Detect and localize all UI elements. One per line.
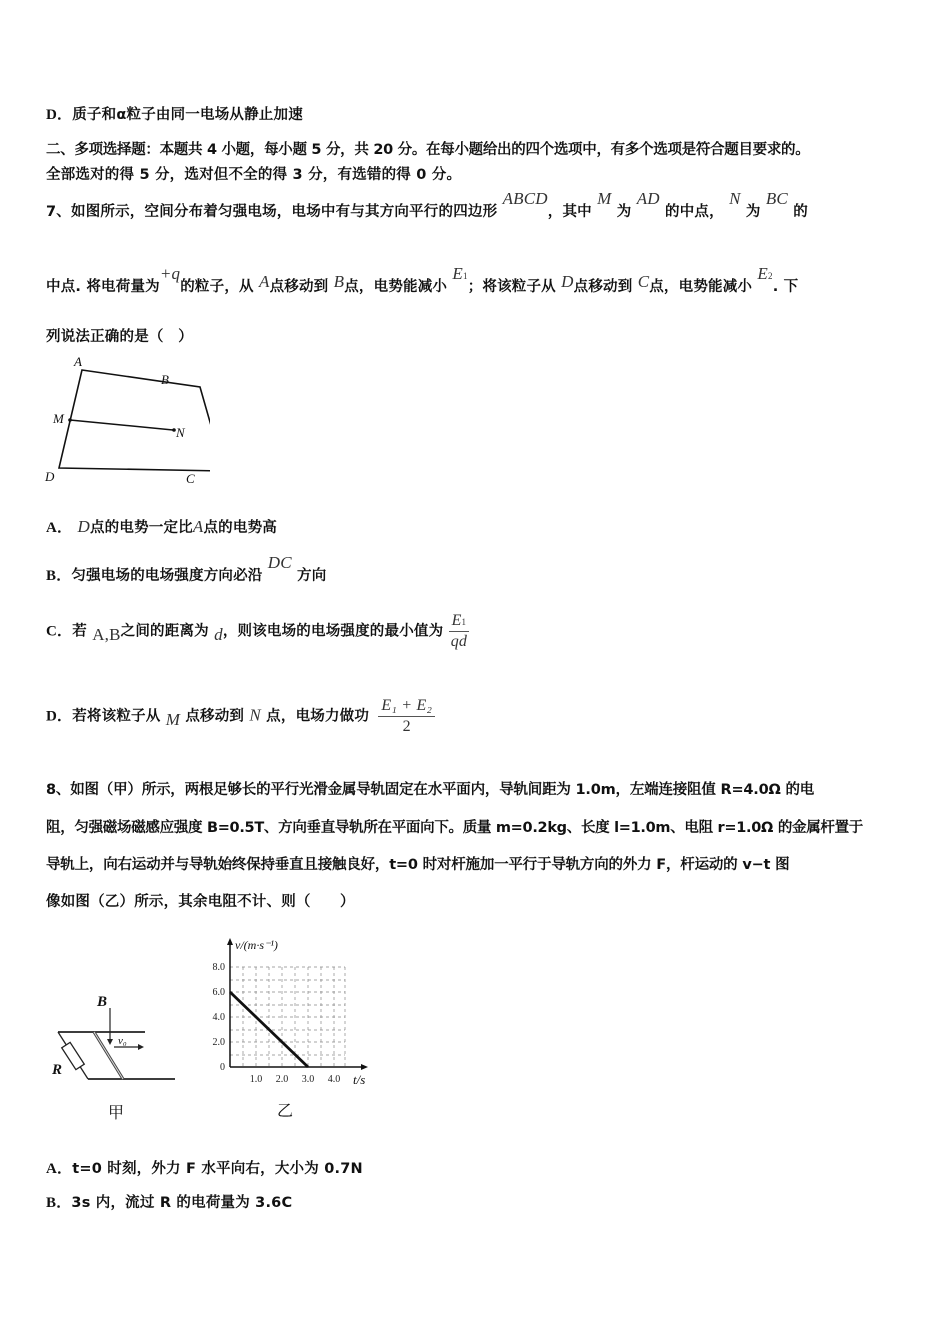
math-A: A bbox=[258, 272, 270, 291]
option-label: B． bbox=[46, 568, 72, 584]
prev-option-d bbox=[46, 103, 303, 124]
figure-yi-vt-graph bbox=[195, 925, 385, 1120]
option-label: A． bbox=[46, 1161, 73, 1177]
text: 之间的距离为 bbox=[120, 623, 209, 640]
option-text: t=0 时刻，外力 F 水平向右，大小为 0.7N bbox=[72, 1161, 363, 1177]
y-axis-label: v/(m·s⁻¹) bbox=[235, 938, 278, 952]
q7-option-d bbox=[46, 697, 435, 736]
text: 方向 bbox=[297, 568, 327, 584]
text: 中点. 将电荷量为 bbox=[46, 279, 160, 295]
math-BC: BC bbox=[765, 189, 788, 208]
math-E: E bbox=[451, 612, 462, 629]
math-AD: AD bbox=[636, 189, 660, 208]
vt-chart bbox=[195, 925, 385, 1095]
y-tick-4: 4.0 bbox=[212, 1012, 225, 1023]
label-C: C bbox=[186, 471, 195, 486]
caption-jia: 甲 bbox=[108, 1103, 125, 1122]
q8-line1 bbox=[46, 778, 814, 799]
text: 的粒子，从 bbox=[180, 279, 254, 295]
math-E1 bbox=[452, 264, 467, 283]
y-tick-2: 2.0 bbox=[212, 1037, 225, 1048]
option-label: D． bbox=[46, 107, 73, 123]
x-axis-label: t/s bbox=[353, 1072, 366, 1087]
text: 点的电势一定比 bbox=[89, 520, 193, 536]
x-tick-4: 4.0 bbox=[327, 1074, 341, 1085]
q8-option-a bbox=[46, 1157, 363, 1178]
section-header-line2: 全部选对的得 5 分，选对但不全的得 3 分，有选错的得 0 分。 bbox=[46, 167, 462, 183]
option-label: D． bbox=[46, 708, 73, 725]
text: 点，电势能减小 bbox=[649, 279, 753, 295]
q7-option-a bbox=[46, 516, 277, 537]
math-N: N bbox=[249, 705, 261, 725]
fraction-E1-plus-E2-over-2 bbox=[378, 697, 435, 736]
math-C: C bbox=[637, 272, 650, 291]
math-M: M bbox=[597, 189, 612, 208]
text: 匀强电场的电场强度方向必沿 bbox=[71, 568, 263, 584]
numerator bbox=[449, 612, 470, 632]
math-D: D bbox=[77, 517, 90, 536]
text: 如图（甲）所示，两根足够长的平行光滑金属导轨固定在水平面内，导轨间距为 1.0m，左端连接阻值 R=4.0Ω 的电 bbox=[70, 782, 815, 798]
text: 的 bbox=[793, 204, 808, 220]
caption-yi: 乙 bbox=[277, 1101, 294, 1120]
rail-circuit-diagram bbox=[40, 990, 190, 1085]
section-header-line1: 二、多项选择题：本题共 4 小题，每小题 5 分，共 20 分。在每小题给出的四个选项中，有多个选项是符合题目要求的。 bbox=[46, 142, 810, 158]
text: 如图所示，空间分布着匀强电场，电场中有与其方向平行的四边形 bbox=[71, 204, 498, 220]
option-text: 质子和α粒子由同一电场从静止加速 bbox=[72, 107, 303, 123]
x-tick-3: 3.0 bbox=[301, 1074, 315, 1085]
text: 的中点， bbox=[665, 204, 724, 220]
math-AB: A,B bbox=[92, 624, 121, 644]
q7-option-b bbox=[46, 553, 327, 585]
label-v0: v₀ bbox=[118, 1035, 127, 1047]
text: ，则该电场的电场强度的最小值为 bbox=[222, 623, 444, 640]
question-number: 8、 bbox=[46, 782, 71, 798]
text: . 下 bbox=[772, 279, 799, 295]
denominator: qd bbox=[450, 633, 468, 650]
quadrilateral-diagram bbox=[40, 350, 210, 495]
math-d: d bbox=[214, 624, 223, 644]
math-ABCD: ABCD bbox=[502, 189, 548, 208]
option-label: B． bbox=[46, 1195, 72, 1211]
label-A: A bbox=[74, 354, 82, 369]
label-M: M bbox=[53, 411, 64, 426]
text: 点移动到 bbox=[185, 708, 245, 725]
text: 点，电场力做功 bbox=[266, 708, 370, 725]
text: ；将该粒子从 bbox=[467, 279, 556, 295]
option-label: C． bbox=[46, 623, 73, 640]
q7-line1 bbox=[46, 189, 808, 221]
math-E2 bbox=[757, 264, 772, 283]
text: 若 bbox=[72, 623, 87, 640]
q8-option-b bbox=[46, 1191, 292, 1212]
figure-jia-circuit bbox=[40, 990, 190, 1120]
subscript: 2 bbox=[767, 271, 773, 281]
subscript: 1 bbox=[461, 617, 467, 627]
math-E: E bbox=[757, 264, 768, 283]
quadrilateral-figure bbox=[40, 350, 210, 495]
text: 点的电势高 bbox=[203, 520, 277, 536]
y-tick-6: 6.0 bbox=[212, 987, 225, 998]
question-number: 7、 bbox=[46, 204, 71, 220]
text: 点，电势能减小 bbox=[344, 279, 448, 295]
label-N: N bbox=[176, 425, 185, 440]
y-tick-8: 8.0 bbox=[212, 962, 225, 973]
label-R: R bbox=[52, 1062, 63, 1078]
q7-line2 bbox=[46, 264, 799, 296]
numerator: E₁ + E₂ bbox=[378, 697, 435, 717]
math-M: M bbox=[165, 709, 181, 729]
option-text: 3s 内，流过 R 的电荷量为 3.6C bbox=[71, 1195, 293, 1211]
x-tick-2: 2.0 bbox=[275, 1074, 289, 1085]
math-N: N bbox=[729, 189, 741, 208]
q7-line3: 列说法正确的是（ ） bbox=[46, 329, 193, 345]
denominator: 2 bbox=[402, 718, 411, 735]
text: 点移动到 bbox=[573, 279, 633, 295]
text: 为 bbox=[745, 204, 761, 220]
subscript: 1 bbox=[462, 271, 468, 281]
y-tick-0: 0 bbox=[220, 1062, 225, 1073]
q8-line4: 像如图（乙）所示，其余电阻不计、则（ ） bbox=[46, 894, 355, 910]
label-B: B bbox=[97, 994, 108, 1010]
fraction-E1-over-qd bbox=[449, 612, 470, 651]
label-B: B bbox=[161, 372, 169, 387]
math-B: B bbox=[333, 272, 345, 291]
math-D: D bbox=[561, 272, 574, 291]
text: 点移动到 bbox=[269, 279, 329, 295]
q8-line3: 导轨上，向右运动并与导轨始终保持垂直且接触良好，t=0 时对杆施加一平行于导轨方向的外力 F，杆运动的 v−t 图 bbox=[46, 857, 790, 873]
math-plus-q: +q bbox=[159, 264, 181, 283]
text: 为 bbox=[616, 204, 632, 220]
math-E: E bbox=[452, 264, 463, 283]
text: ，其中 bbox=[547, 204, 592, 220]
option-label: A． bbox=[46, 520, 73, 536]
q7-option-c bbox=[46, 612, 469, 651]
text: 若将该粒子从 bbox=[72, 708, 161, 725]
math-DC: DC bbox=[267, 553, 292, 572]
math-A: A bbox=[192, 517, 204, 536]
x-tick-1: 1.0 bbox=[249, 1074, 263, 1085]
q8-line2: 阻，匀强磁场磁感应强度 B=0.5T、方向垂直导轨所在平面向下。质量 m=0.2kg、长度 l=1.0m、电阻 r=1.0Ω 的金属杆置于 bbox=[46, 820, 864, 836]
label-D: D bbox=[45, 469, 55, 484]
